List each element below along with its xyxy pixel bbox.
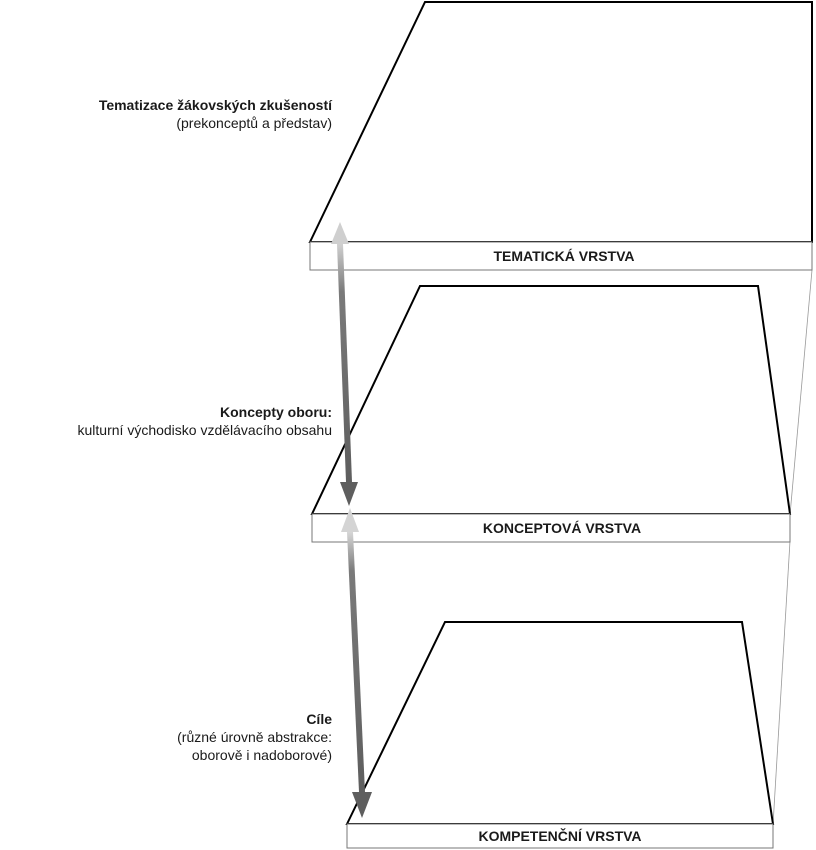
competence-annotation-title: Cíle [306,711,332,727]
connector-line-bottom [773,541,790,825]
thematic-layer-label: TEMATICKÁ VRSTVA [493,248,635,264]
competence-layer [347,622,773,848]
thematic-annotation-line: (prekonceptů a představ) [176,115,332,131]
arrow-shaft-bottom [347,532,365,792]
conceptual-plane [312,286,790,514]
conceptual-layer [312,286,790,542]
conceptual-layer-label: KONCEPTOVÁ VRSTVA [482,520,642,536]
conceptual-annotation [78,403,332,439]
competence-layer-label: KOMPETENČNÍ VRSTVA [478,828,642,844]
conceptual-annotation-line: kulturní východisko vzdělávacího obsahu [77,422,332,438]
competence-annotation-line: oborově i nadoborové) [191,747,332,763]
competence-annotation [177,710,332,764]
arrow-conceptual-competence [341,508,372,818]
competence-plane [347,622,773,824]
competence-annotation-line: (různé úrovně abstrakce: [177,729,332,745]
connector-line-top [790,270,812,515]
thematic-annotation [99,96,332,132]
thematic-plane [310,2,812,242]
conceptual-annotation-title: Koncepty oboru: [220,404,332,420]
thematic-layer [310,2,812,270]
thematic-annotation-title: Tematizace žákovských zkušeností [98,97,332,113]
